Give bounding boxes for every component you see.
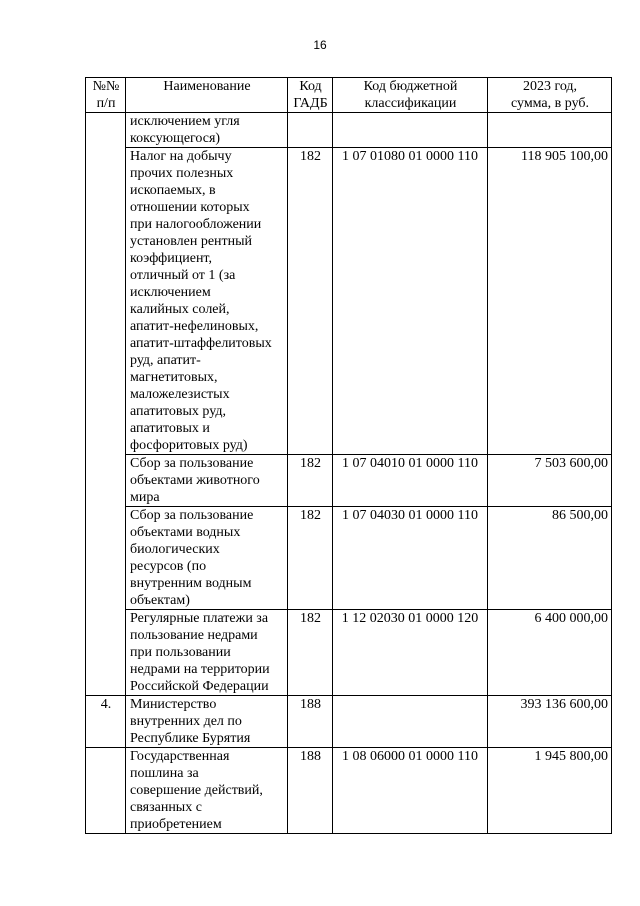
row-sum: 393 136 600,00 [488,696,612,748]
row-num [86,148,126,455]
header-sum: 2023 год, сумма, в руб. [488,78,612,113]
budget-revenue-table [85,77,612,834]
row-name: исключением угля коксующегося) [126,113,288,148]
row-gadb: 188 [288,696,333,748]
table-row [86,507,612,610]
row-name: Налог на добычу прочих полезных ископаемых, в отношении которых при налогообложении установлен рентный коэффициент, отличный от 1 (за исключением калийных солей, апатит-нефелиновых, апатит-штаффелитовых руд, апатит- магнетитовых, маложелезистых апатитовых руд, апатитовых и фосфоритовых руд) [126,148,288,455]
row-name: Сбор за пользование объектами животного мира [126,455,288,507]
row-gadb: 182 [288,507,333,610]
header-kbk: Код бюджетной классификации [333,78,488,113]
row-sum: 7 503 600,00 [488,455,612,507]
row-num [86,507,126,610]
table-row [86,455,612,507]
row-name: Регулярные платежи за пользование недрами при пользовании недрами на территории Российской Федерации [126,610,288,696]
row-kbk: 1 12 02030 01 0000 120 [333,610,488,696]
row-kbk: 1 08 06000 01 0000 110 [333,748,488,834]
row-gadb: 182 [288,148,333,455]
row-name: Государственная пошлина за совершение действий, связанных с приобретением [126,748,288,834]
row-sum: 118 905 100,00 [488,148,612,455]
row-gadb [288,113,333,148]
row-kbk [333,113,488,148]
row-num [86,610,126,696]
row-num: 4. [86,696,126,748]
row-kbk: 1 07 04010 01 0000 110 [333,455,488,507]
header-name: Наименование [126,78,288,113]
row-kbk [333,696,488,748]
table-row [86,610,612,696]
row-kbk: 1 07 01080 01 0000 110 [333,148,488,455]
row-sum: 1 945 800,00 [488,748,612,834]
row-num [86,455,126,507]
row-sum: 86 500,00 [488,507,612,610]
row-num [86,748,126,834]
row-gadb: 182 [288,455,333,507]
row-name: Министерство внутренних дел по Республике Бурятия [126,696,288,748]
header-gadb: Код ГАДБ [288,78,333,113]
page-number: 16 [313,38,327,52]
row-num [86,113,126,148]
row-kbk: 1 07 04030 01 0000 110 [333,507,488,610]
header-num: №№ п/п [86,78,126,113]
table-row [86,113,612,148]
row-sum: 6 400 000,00 [488,610,612,696]
row-sum [488,113,612,148]
row-gadb: 182 [288,610,333,696]
table-row [86,696,612,748]
table-header-row [86,78,612,113]
table-row [86,148,612,455]
row-name: Сбор за пользование объектами водных биологических ресурсов (по внутренним водным объектам) [126,507,288,610]
row-gadb: 188 [288,748,333,834]
table-row [86,748,612,834]
